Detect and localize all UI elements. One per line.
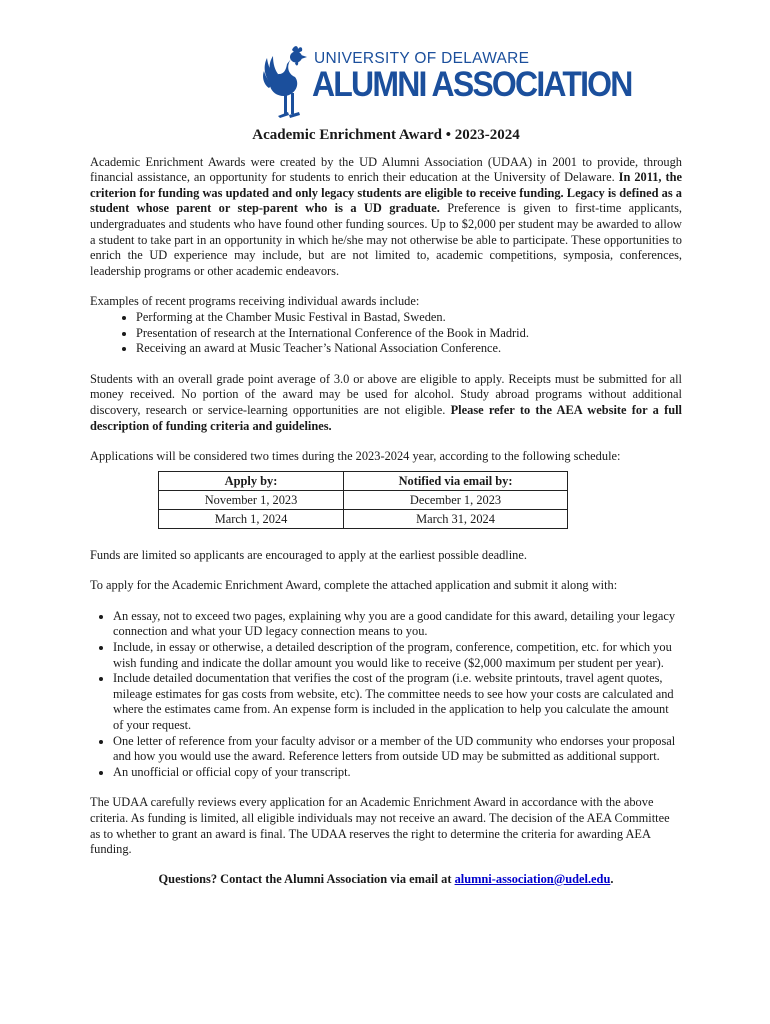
- examples-heading: Examples of recent programs receiving individual awards include:: [90, 294, 420, 309]
- requirement-item: • An essay, not to exceed two pages, explaining why you are a good candidate for this award, detailing your legacy connection and what your UD legacy connection means to you.: [113, 609, 682, 640]
- notify-date: March 31, 2024: [344, 509, 568, 528]
- notify-date: December 1, 2023: [344, 490, 568, 509]
- requirement-item: • Include, in essay or otherwise, a detailed description of the program, conference, competition, etc. for which you wish funding and indicate the dollar amount you would like to receive ($2,000 maximum per student per year).: [113, 640, 682, 671]
- example-item: • Receiving an award at Music Teacher’s National Association Conference.: [136, 341, 682, 357]
- schedule-table: [158, 471, 568, 529]
- contact-line: [90, 872, 682, 888]
- logo-association-line: ALUMNI ASSOCIATION: [312, 64, 632, 104]
- contact-text: Questions? Contact the Alumni Association via email at: [158, 871, 455, 886]
- requirements-list: [90, 609, 682, 781]
- schedule-header-row: [159, 471, 568, 490]
- apply-intro: To apply for the Academic Enrichment Award, complete the attached application and submit it along with:: [90, 578, 618, 593]
- review-paragraph: The UDAA carefully reviews every application for an Academic Enrichment Award in accordance with the above criteria. As funding is limited, all eligible individuals may not receive an award. The decision of the AEA Committee as to whether to grant an award is final. The UDAA reserves the right to determine the criteria for awarding AEA funding.: [90, 795, 670, 857]
- examples-list: [90, 310, 682, 357]
- eligibility-text: Students with an overall grade point average of 3.0 or above are eligible to apply. Receipts must be submitted for all money received. No portion of the award may be used for alcohol. Study abroad programs without additional discovery, research or service-learning opportunities are not eligible.: [90, 371, 682, 417]
- apply-date: November 1, 2023: [159, 490, 344, 509]
- page-title: Academic Enrichment Award • 2023-2024: [252, 127, 520, 143]
- document-body: [90, 128, 682, 887]
- requirement-item: • Include detailed documentation that verifies the cost of the program (i.e. website printouts, travel agent quotes, mileage estimates for gas costs from website, etc). The committee needs to see how your costs are calculated and where the estimates came from. An expense form is included in the application to help you calculate the amount of your request.: [113, 671, 682, 733]
- table-row: [159, 490, 568, 509]
- funds-note: Funds are limited so applicants are encouraged to apply at the earliest possible deadline.: [90, 547, 527, 562]
- apply-date: March 1, 2024: [159, 509, 344, 528]
- logo-university-line: UNIVERSITY OF DELAWARE: [314, 50, 530, 67]
- contact-end: .: [610, 871, 614, 886]
- requirement-item: • One letter of reference from your faculty advisor or a member of the UD community who endorses your proposal and how you would use the award. Reference letters from outside UD may be submitted as additional support.: [113, 734, 682, 765]
- intro-text-1: Academic Enrichment Awards were created by the UD Alumni Association (UDAA) in 2001 to provide, through financial assistance, an opportunity for students to enrich their education at the University of Delaware.: [90, 154, 682, 185]
- intro-text-2: Preference is given to first-time applicants, undergraduates and students who have found other funding sources. Up to $2,000 per student may be awarded to allow a student to take part in an opportunity in which he/she may not otherwise be able to participate. These opportunities to enrich the UD experience may include, but are not limited to, academic competitions, symposia, conferences, leadership programs or other academic endeavors.: [90, 201, 682, 278]
- blue-hen-icon: [262, 44, 312, 122]
- eligibility-paragraph: [90, 372, 682, 434]
- example-item: • Presentation of research at the International Conference of the Book in Madrid.: [136, 326, 682, 342]
- schedule-header-apply: Apply by:: [159, 471, 344, 490]
- alumni-association-logo: [262, 44, 632, 122]
- table-row: [159, 509, 568, 528]
- intro-paragraph: [90, 155, 682, 280]
- intro-legacy-criterion: In 2011, the criterion for funding was updated and only legacy students are eligible to receive funding. Legacy is defined as a student whose parent or step-parent who is a UD graduate.: [90, 170, 682, 216]
- schedule-header-notified: Notified via email by:: [344, 471, 568, 490]
- schedule-intro: Applications will be considered two times during the 2023-2024 year, according to the following schedule:: [90, 449, 621, 464]
- requirement-item: • An unofficial or official copy of your transcript.: [113, 765, 682, 781]
- example-item: • Performing at the Chamber Music Festival in Bastad, Sweden.: [136, 310, 682, 326]
- contact-email-link[interactable]: alumni-association@udel.edu: [454, 871, 611, 886]
- eligibility-website-note: Please refer to the AEA website for a full description of funding criteria and guidelines.: [90, 402, 683, 433]
